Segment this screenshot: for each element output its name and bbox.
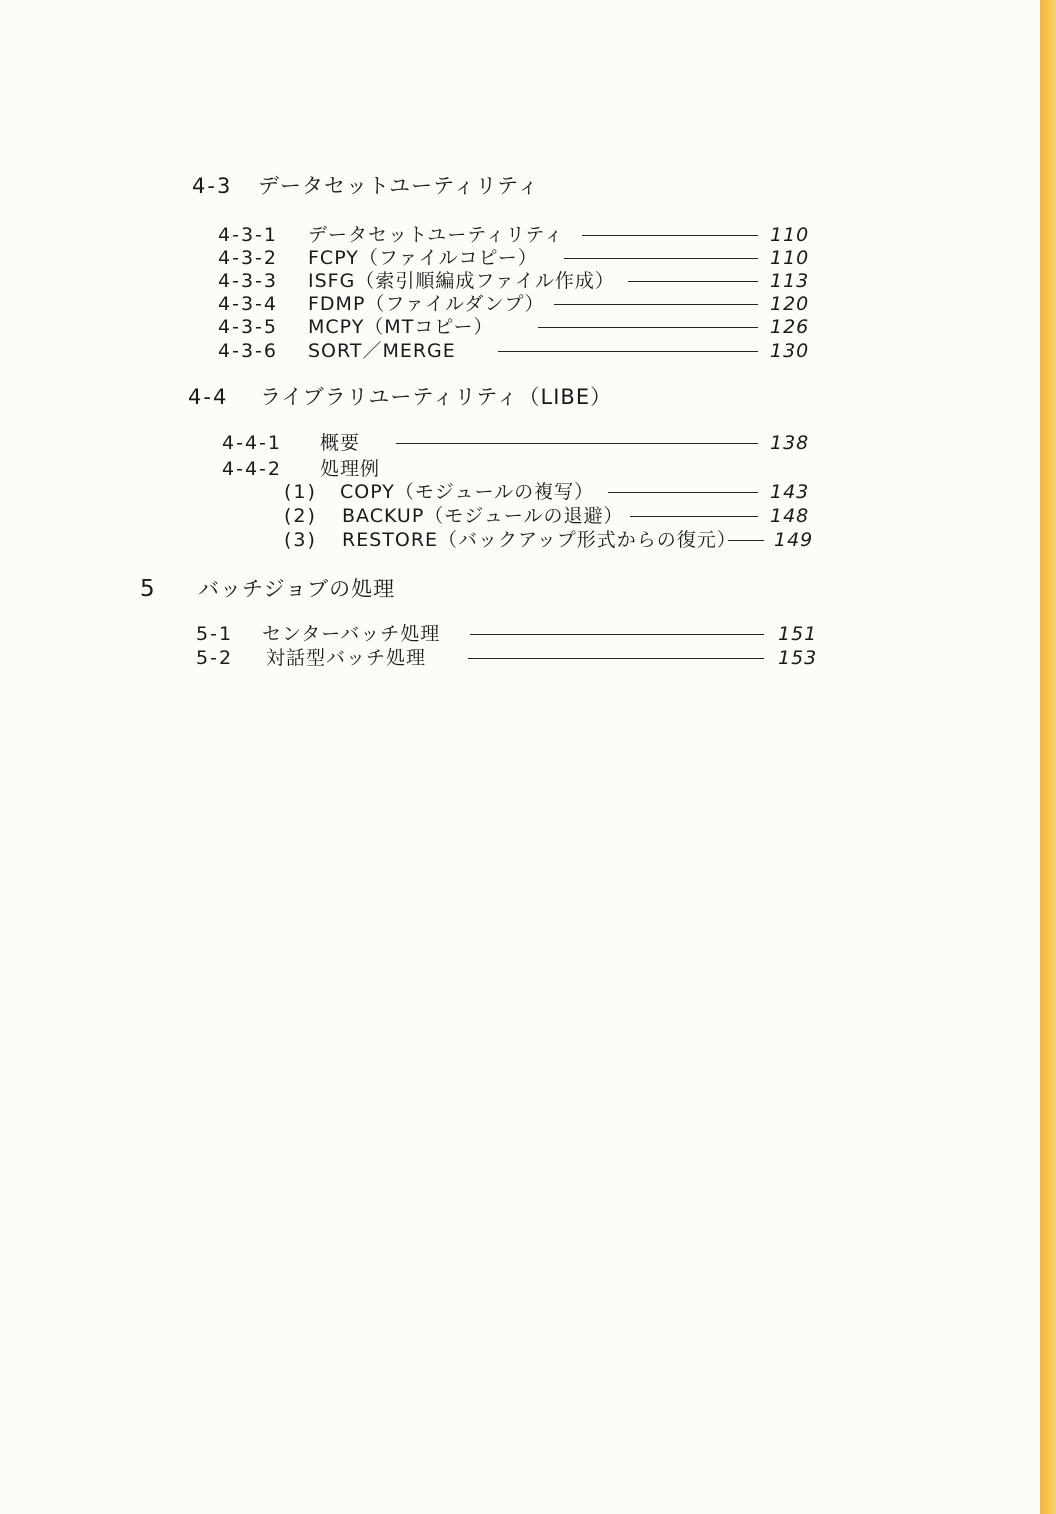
toc-subentry [284, 503, 824, 529]
toc-entry [218, 314, 818, 340]
entry-page: 130 [770, 340, 810, 362]
entry-page: 110 [770, 224, 810, 246]
entry-number: 4-3-3 [218, 270, 278, 292]
chapter-heading-5 [140, 574, 540, 604]
entry-page: 120 [770, 293, 810, 315]
entry-page: 110 [770, 247, 810, 269]
leader-line [728, 540, 764, 541]
entry-page: 138 [770, 432, 810, 454]
toc-entry [218, 338, 818, 364]
entry-page: 126 [770, 316, 810, 338]
leader-line [564, 258, 758, 259]
entry-page: 143 [770, 481, 810, 503]
leader-line [470, 634, 764, 635]
entry-page: 113 [770, 270, 810, 292]
entry-title: FCPY（ファイルコピー） [308, 247, 538, 269]
leader-line [468, 658, 764, 659]
section-title: ライブラリユーティリティ（LIBE） [260, 385, 613, 409]
leader-line [538, 327, 758, 328]
entry-number: 5-2 [196, 647, 234, 669]
toc-subentry [284, 479, 824, 505]
section-number: 4-4 [188, 385, 229, 409]
toc-entry [196, 621, 816, 647]
entry-number: 5-1 [196, 623, 234, 645]
entry-title: 対話型バッチ処理 [266, 647, 427, 669]
entry-page: 149 [774, 529, 814, 551]
entry-number: (1) [284, 481, 317, 503]
chapter-number: 5 [140, 576, 157, 602]
entry-page: 151 [778, 623, 818, 645]
entry-title: RESTORE（バックアップ形式からの復元） [342, 529, 737, 551]
page-edge [1040, 0, 1056, 1514]
entry-number: 4-4-2 [222, 458, 282, 480]
entry-title: MCPY（MTコピー） [308, 316, 494, 338]
toc-entry [222, 430, 822, 456]
leader-line [608, 492, 758, 493]
entry-title: センターバッチ処理 [262, 623, 441, 645]
leader-line [630, 516, 758, 517]
entry-number: (3) [284, 529, 317, 551]
entry-number: 4-3-1 [218, 224, 278, 246]
entry-number: (2) [284, 505, 317, 527]
leader-line [582, 235, 758, 236]
entry-title: データセットユーティリティ [308, 224, 564, 246]
entry-title: 概要 [320, 432, 361, 454]
chapter-title: バッチジョブの処理 [198, 577, 396, 601]
leader-line [498, 351, 758, 352]
entry-title: COPY（モジュールの複写） [340, 481, 595, 503]
toc-subentry [284, 527, 824, 553]
section-heading-4-3 [192, 173, 592, 199]
leader-line [628, 281, 758, 282]
entry-title: BACKUP（モジュールの退避） [342, 505, 624, 527]
entry-title: FDMP（ファイルダンプ） [308, 293, 545, 315]
entry-number: 4-4-1 [222, 432, 282, 454]
entry-title: 処理例 [320, 458, 381, 480]
entry-title: ISFG（索引順編成ファイル作成） [308, 270, 615, 292]
entry-number: 4-3-5 [218, 316, 278, 338]
section-title: データセットユーティリティ [258, 174, 540, 198]
entry-number: 4-3-4 [218, 293, 278, 315]
leader-line [396, 443, 758, 444]
leader-line [554, 304, 758, 305]
section-number: 4-3 [192, 174, 233, 198]
toc-entry [196, 645, 816, 671]
entry-title: SORT／MERGE [308, 340, 456, 362]
section-heading-4-4 [188, 384, 648, 410]
entry-number: 4-3-6 [218, 340, 278, 362]
entry-number: 4-3-2 [218, 247, 278, 269]
entry-page: 153 [778, 647, 818, 669]
entry-page: 148 [770, 505, 810, 527]
